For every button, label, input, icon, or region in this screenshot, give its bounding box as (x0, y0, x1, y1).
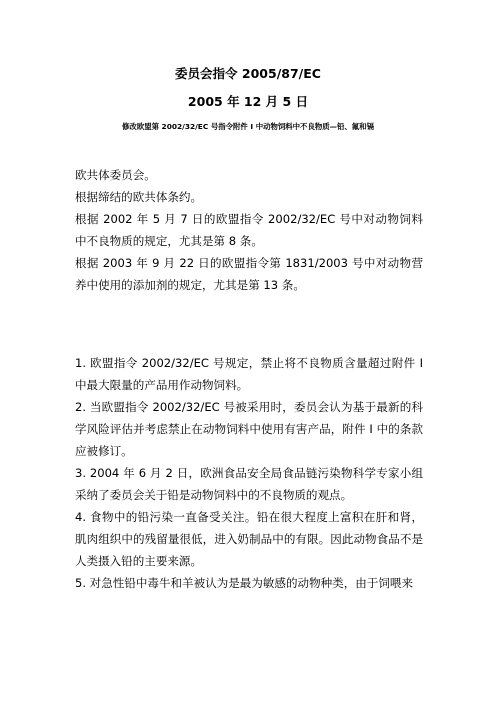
preamble-paragraph: 欧共体委员会。 (75, 168, 156, 182)
recital-paragraph: 5. 对急性铅中毒牛和羊被认为是最为敏感的动物种类，由于饲喂来 (75, 576, 413, 590)
preamble-paragraph: 根据 2003 年 9 月 22 日的欧盟指令第 1831/2003 号中对动物营养中使用的添加剂的规定，尤其是第 13 条。 (75, 256, 423, 292)
recital-paragraph: 1. 欧盟指令 2002/32/EC 号规定，禁止将不良物质含量超过附件 I 中最大限量的产品用作动物饲料。 (75, 356, 423, 392)
recital-paragraph: 3. 2004 年 6 月 2 日，欧洲食品安全局食品链污染物科学专家小组采纳了委员会关于铅是动物饲料中的不良物质的观点。 (75, 466, 423, 502)
document-title: 委员会指令 2005/87/EC (175, 66, 321, 81)
document-date: 2005 年 12 月 5 日 (187, 94, 309, 109)
preamble-paragraph: 根据 2002 年 5 月 7 日的欧盟指令 2002/32/EC 号中对动物饲料中不良物质的规定，尤其是第 8 条。 (75, 212, 423, 248)
document-subtitle: 修改欧盟第 2002/32/EC 号指令附件 I 中动物饲料中不良物质—铅、氟和镉 (122, 122, 374, 131)
preamble-section (75, 164, 423, 296)
recital-paragraph: 4. 食物中的铅污染一直备受关注。铅在很大程度上富积在肝和肾，肌肉组织中的残留量很低，进入奶制品中的有限。因此动物食品不是人类摄入铅的主要来源。 (75, 510, 423, 568)
recitals-section (75, 352, 423, 594)
recital-paragraph: 2. 当欧盟指令 2002/32/EC 号被采用时，委员会认为基于最新的科学风险评估并考虑禁止在动物饲料中使用有害产品，附件 I 中的条款应被修订。 (75, 400, 423, 458)
preamble-paragraph: 根据缔结的欧共体条约。 (75, 190, 203, 204)
